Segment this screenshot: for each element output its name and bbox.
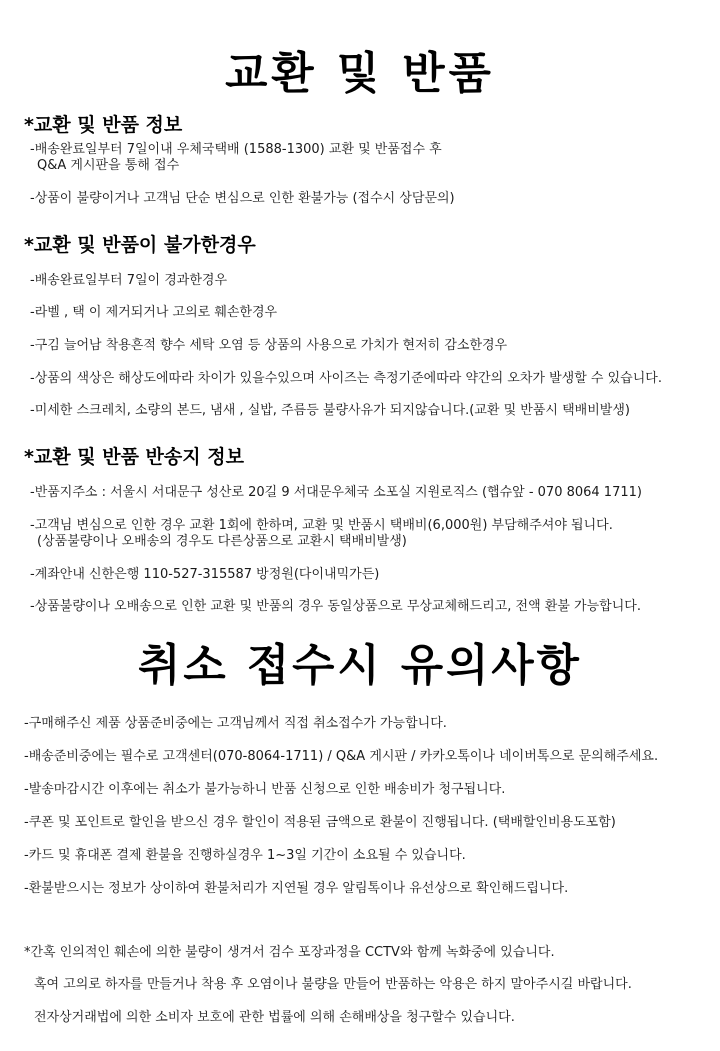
notice-line: *간혹 인의적인 훼손에 의한 불량이 생겨서 검수 포장과정을 CCTV와 함께 녹화중에 있습니다. [24, 945, 555, 960]
not-allowed-line: -상품의 색상은 해상도에따라 차이가 있을수있으며 사이즈는 측정기준에따라 약간의 오차가 발생할 수 있습니다. [30, 371, 662, 386]
info-line: Q&A 게시판을 통해 접수 [37, 158, 180, 173]
cancel-title: 취소 접수시 유의사항 [138, 640, 582, 691]
return-line: -고객님 변심으로 인한 경우 교환 1회에 한하며, 교환 및 반품시 택배비(6,000원) 부담해주셔야 됩니다. [30, 518, 613, 533]
not-allowed-line: -미세한 스크레치, 소량의 본드, 냄새 , 실밥, 주름등 불량사유가 되지않습니다.(교환 및 반품시 택배비발생) [30, 403, 630, 418]
section-heading-info: *교환 및 반품 정보 [24, 114, 183, 136]
cancel-line: -카드 및 휴대폰 결제 환불을 진행하실경우 1~3일 기간이 소요될 수 있습니다. [24, 848, 466, 863]
notice-line: 전자상거래법에 의한 소비자 보호에 관한 법률에 의해 손해배상을 청구할수 있습니다. [34, 1010, 515, 1025]
return-line: (상품불량이나 오배송의 경우도 다른상품으로 교환시 택배비발생) [37, 534, 407, 549]
notice-line: 혹여 고의로 하자를 만들거나 착용 후 오염이나 불량을 만들어 반품하는 악용은 하지 말아주시길 바랍니다. [34, 977, 632, 992]
not-allowed-line: -구김 늘어남 착용흔적 향수 세탁 오염 등 상품의 사용으로 가치가 현저히 감소한경우 [30, 338, 508, 353]
section-heading-return-address: *교환 및 반품 반송지 정보 [24, 446, 244, 468]
info-line: -상품이 불량이거나 고객님 단순 변심으로 인한 환불가능 (접수시 상담문의) [30, 191, 455, 206]
return-line: -반품지주소 : 서울시 서대문구 성산로 20길 9 서대문우체국 소포실 지원로직스 (햅슈앞 - 070 8064 1711) [30, 485, 642, 500]
cancel-line: -발송마감시간 이후에는 취소가 불가능하니 반품 신청으로 인한 배송비가 청구됩니다. [24, 782, 506, 797]
cancel-line: -구매해주신 제품 상품준비중에는 고객님께서 직접 취소접수가 가능합니다. [24, 716, 447, 731]
section-heading-not-allowed: *교환 및 반품이 불가한경우 [24, 234, 256, 256]
page-title: 교환 및 반품 [225, 48, 495, 99]
cancel-line: -배송준비중에는 필수로 고객센터(070-8064-1711) / Q&A 게시판 / 카카오톡이나 네이버톡으로 문의해주세요. [24, 749, 659, 764]
not-allowed-line: -라벨 , 택 이 제거되거나 고의로 훼손한경우 [30, 305, 278, 320]
cancel-line: -쿠폰 및 포인트로 할인을 받으신 경우 할인이 적용된 금액으로 환불이 진행됩니다. (택배할인비용도포함) [24, 815, 616, 830]
info-line: -배송완료일부터 7일이내 우체국택배 (1588-1300) 교환 및 반품접수 후 [30, 142, 442, 157]
return-line: -계좌안내 신한은행 110-527-315587 방정원(다이내믹가든) [30, 567, 380, 582]
cancel-line: -환불받으시는 정보가 상이하여 환불처리가 지연될 경우 알림톡이나 유선상으로 확인해드립니다. [24, 881, 569, 896]
return-line: -상품불량이나 오배송으로 인한 교환 및 반품의 경우 동일상품으로 무상교체해드리고, 전액 환불 가능합니다. [30, 599, 641, 614]
not-allowed-line: -배송완료일부터 7일이 경과한경우 [30, 273, 228, 288]
